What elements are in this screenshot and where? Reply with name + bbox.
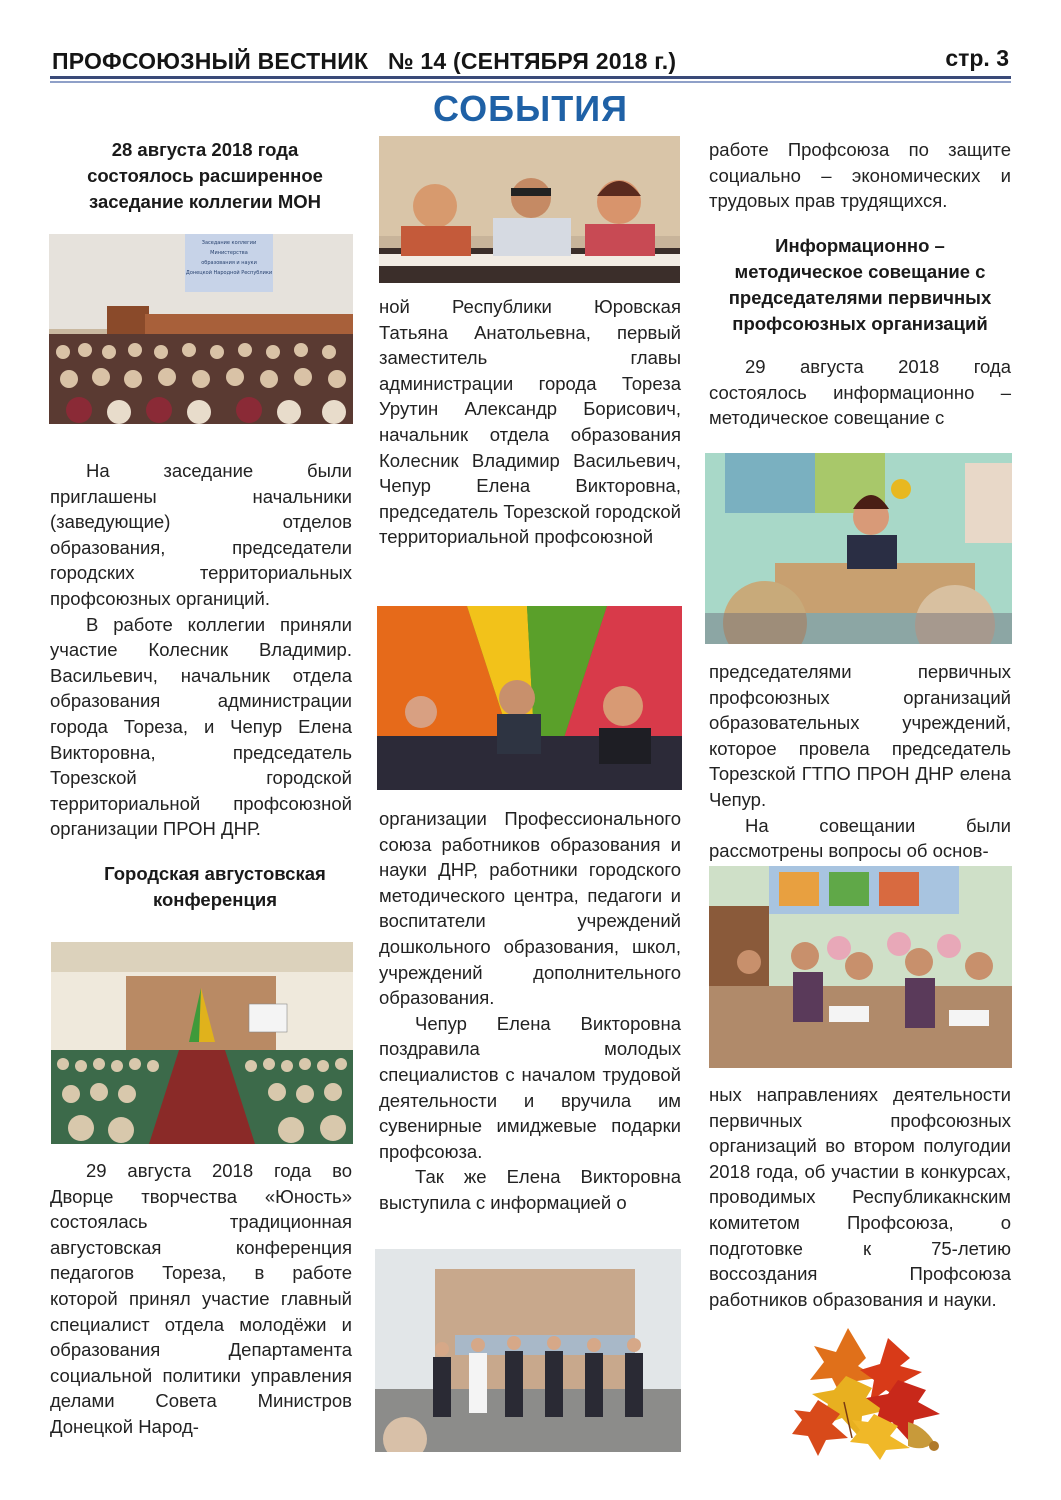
photo-meeting-room: [709, 866, 1012, 1068]
paragraph: 29 августа 2018 года во Дворце творчества «Юность» состоялась традиционная августовская конференция педагогов Тореза, в работе которой принял участие главный специалист отдела молодёжи и образования Департамента социальной политики управления делами Совета Министров Донецкой Народ-: [50, 1160, 352, 1437]
article-conference-text: [50, 1158, 352, 1440]
article-heading-meeting: Информационно – методическое совещание с председателями первичных профсоюзных организаций: [728, 235, 992, 334]
article-organizations-text: [379, 806, 681, 1216]
page-number: стр. 3: [945, 45, 1009, 71]
article-heading-collegium: 28 августа 2018 года состоялось расширенное заседание коллегии МОН: [87, 139, 323, 212]
paragraph: председателями первичных профсоюзных организаций образовательных учреждений, которое провела председатель Торезской ГТПО ПРОН ДНР елена Чепур.: [709, 661, 1011, 810]
header-rule: [50, 76, 1011, 79]
paragraph: На заседание были приглашены начальники (заведующие) отделов образования, председатели городских территориальных профсоюзных органиций.: [50, 460, 352, 609]
paragraph: 29 августа 2018 года состоялось информационно – методическое совещание с: [709, 356, 1011, 429]
autumn-leaves-decoration: [788, 1318, 958, 1460]
article-conference-cont-text: [379, 294, 681, 550]
photo-meeting-chair: [705, 453, 1012, 644]
photo-collegium-hall: [49, 234, 353, 424]
svg-text:образования и науки: образования и науки: [201, 260, 257, 266]
article-meeting-text: [709, 354, 1011, 431]
newsletter-title: ПРОФСОЮЗНЫЙ ВЕСТНИК № 14 (СЕНТЯБРЯ 2018 г.): [52, 48, 677, 74]
paragraph: Так же Елена Викторовна выступила с информацией о: [379, 1166, 681, 1213]
paragraph: Чепур Елена Викторовна поздравила молодых специалистов с началом трудовой деятельности и вручила им сувенирные имиджевые подарки профсоюза.: [379, 1012, 681, 1162]
paragraph: ных направлениях деятельности первичных профсоюзных организаций во втором полугодии 2018 года, об участии в конкурсах, проводимых Республикакнским комитетом Профсоюза, о подготовке к 75-летию воссоздания Профсоюза работников образования и науки.: [709, 1084, 1011, 1310]
article-collegium-text: [50, 458, 352, 842]
photo-young-specialists: [375, 1249, 681, 1452]
header-rule-thin: [50, 81, 1011, 83]
section-title: СОБЫТИЯ: [433, 88, 628, 129]
screen-caption: Заседание коллегии: [201, 240, 257, 246]
article-heading-conference: Городская августовская конференция: [104, 863, 326, 910]
svg-text:Министерства: Министерства: [210, 250, 248, 256]
article-rights-text: [709, 137, 1011, 214]
paragraph: работе Профсоюза по защите социально – экономических и трудовых прав трудящихся.: [709, 139, 1011, 212]
paragraph: На совещании были рассмотрены вопросы об основ-: [709, 814, 1011, 862]
photo-stage-table: [377, 606, 682, 790]
paragraph: ной Республики Юровская Татьяна Анатольевна, первый заместитель главы администрации города Тореза Урутин Александр Борисович, начальник отдела образования Колесник Владимир Васильевич, Чепур Елена Викторовна, председатель Торезской городской территориальной профсоюзной: [379, 296, 681, 548]
article-meeting-topics-text: [709, 1082, 1011, 1312]
svg-text:Донецкой Народной Республики: Донецкой Народной Республики: [185, 270, 273, 276]
article-meeting-cont-text: [709, 659, 1011, 864]
paragraph: В работе коллегии приняли участие Колесник Владимир. Васильевич, начальник отдела образования администрации города Тореза, и Чепур Елена Викторовна, председатель Торезской городской территориальной профсоюзной организации ПРОН ДНР.: [50, 613, 352, 840]
photo-presidium: [379, 136, 680, 283]
photo-conference-hall: [51, 942, 353, 1144]
paragraph: организации Профессионального союза работников образования и науки ДНР, работники городского методического центра, педагоги и воспитатели учреждений дошкольного образования, школ, учреждений дополнительного образования.: [379, 808, 681, 1009]
